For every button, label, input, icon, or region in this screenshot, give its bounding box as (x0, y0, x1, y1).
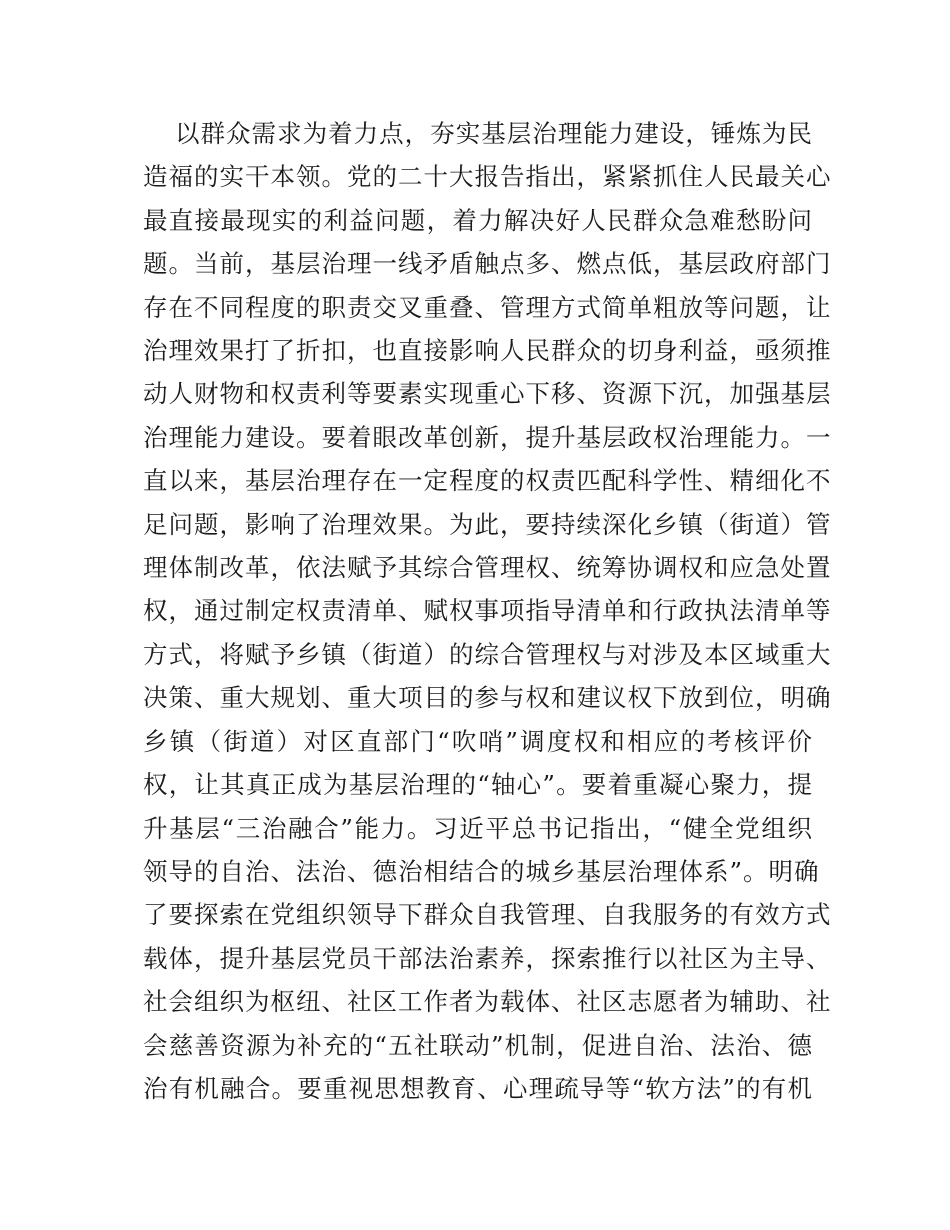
body-paragraph (143, 112, 832, 1110)
text-line: 社会组织为枢纽、社区工作者为载体、社区志愿者为辅助、社 (143, 987, 832, 1017)
text-line: 理体制改革，依法赋予其综合管理权、统筹协调权和应急处置 (143, 553, 832, 583)
text-line: 领导的自治、法治、德治相结合的城乡基层治理体系”。明确 (143, 856, 820, 886)
text-line: 权，通过制定权责清单、赋权事项指导清单和行政执法清单等 (143, 596, 832, 626)
text-line: 以群众需求为着力点，夯实基层治理能力建设，锤炼为民 (175, 119, 813, 148)
text-line: 动人财物和权责利等要素实现重心下移、资源下沉，加强基层 (143, 379, 832, 409)
text-line: 乡镇（街道）对区直部门“吹哨”调度权和相应的考核评价 (143, 726, 813, 756)
text-line: 治有机融合。要重视思想教育、心理疏导等“软方法”的有机 (143, 1073, 813, 1103)
text-line: 会慈善资源为补充的“五社联动”机制，促进自治、法治、德 (143, 1030, 813, 1060)
text-line: 存在不同程度的职责交叉重叠、管理方式简单粗放等问题，让 (143, 292, 832, 322)
text-line: 足问题，影响了治理效果。为此，要持续深化乡镇（街道）管 (143, 509, 832, 539)
text-line: 决策、重大规划、重大项目的参与权和建议权下放到位，明确 (143, 683, 832, 713)
text-line: 直以来，基层治理存在一定程度的权责匹配科学性、精细化不 (143, 466, 832, 496)
text-line: 升基层“三治融合”能力。习近平总书记指出，“健全党组织 (143, 813, 813, 843)
text-line: 了要探索在党组织领导下群众自我管理、自我服务的有效方式 (143, 900, 832, 930)
text-line: 权，让其真正成为基层治理的“轴心”。要着重凝心聚力，提 (143, 770, 813, 800)
text-line: 治理能力建设。要着眼改革创新，提升基层政权治理能力。一 (143, 422, 832, 452)
text-line: 治理效果打了折扣，也直接影响人民群众的切身利益，亟须推 (143, 336, 832, 366)
text-line: 造福的实干本领。党的二十大报告指出，紧紧抓住人民最关心 (143, 162, 832, 192)
text-line: 方式，将赋予乡镇（街道）的综合管理权与对涉及本区域重大 (143, 639, 832, 669)
text-line: 最直接最现实的利益问题，着力解决好人民群众急难愁盼问 (143, 205, 813, 235)
text-line: 题。当前，基层治理一线矛盾触点多、燃点低，基层政府部门 (143, 249, 832, 279)
text-line: 载体，提升基层党员干部法治素养，探索推行以社区为主导、 (143, 943, 832, 973)
